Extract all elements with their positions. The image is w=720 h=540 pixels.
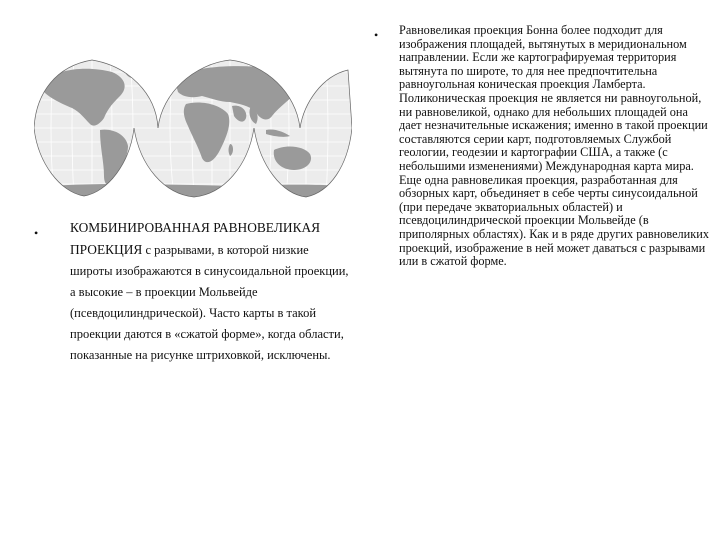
combined-projection-heading: КОМБИНИРОВАННАЯ РАВНОВЕЛИКАЯ ПРОЕКЦИЯ bbox=[70, 220, 321, 257]
right-list-bullet: • bbox=[374, 28, 379, 42]
left-list-bullet: • bbox=[34, 226, 39, 240]
bonne-projection-paragraph: Равновеликая проекция Бонна более подходит для изображения площадей, вытянутых в меридиональном направлении. Если же картографируемая территория вытянута по широте, то для нее предпочтительна равноугольная коническая проекция Ламберта. Поликоническая проекция не является ни равноугольной, ни равновеликой, однако для небольших площадей она дает незначительные искажения; именно в такой проекции составляются серии карт, подготовляемых Службой геологии, геодезии и картографии США, а также (с небольшими изменениями) Международная карта мира. Еще одна равновеликая проекция, разработанная для обзорных карт, объединяет в себе черты синусоидальной (при передаче экваториальных областей) и псевдоцилиндрической проекции Мольвейде (в приполярных областях). Как и в ряде других равновеликих проекций, изображение в ней может даваться с разрывами или в сжатой форме. bbox=[399, 23, 709, 269]
combined-projection-description: с разрывами, в которой низкие широты изображаются в синусоидальной проекции, а высокие – в проекции Мольвейде (псевдоцилиндрической). Часто карты в такой проекции даются в «сжатой форме», когда области, показанные на рисунке штриховкой, исключены. bbox=[70, 243, 349, 362]
interrupted-projection-map bbox=[34, 58, 352, 198]
combined-projection-paragraph bbox=[70, 217, 352, 366]
world-map-figure bbox=[34, 58, 352, 198]
